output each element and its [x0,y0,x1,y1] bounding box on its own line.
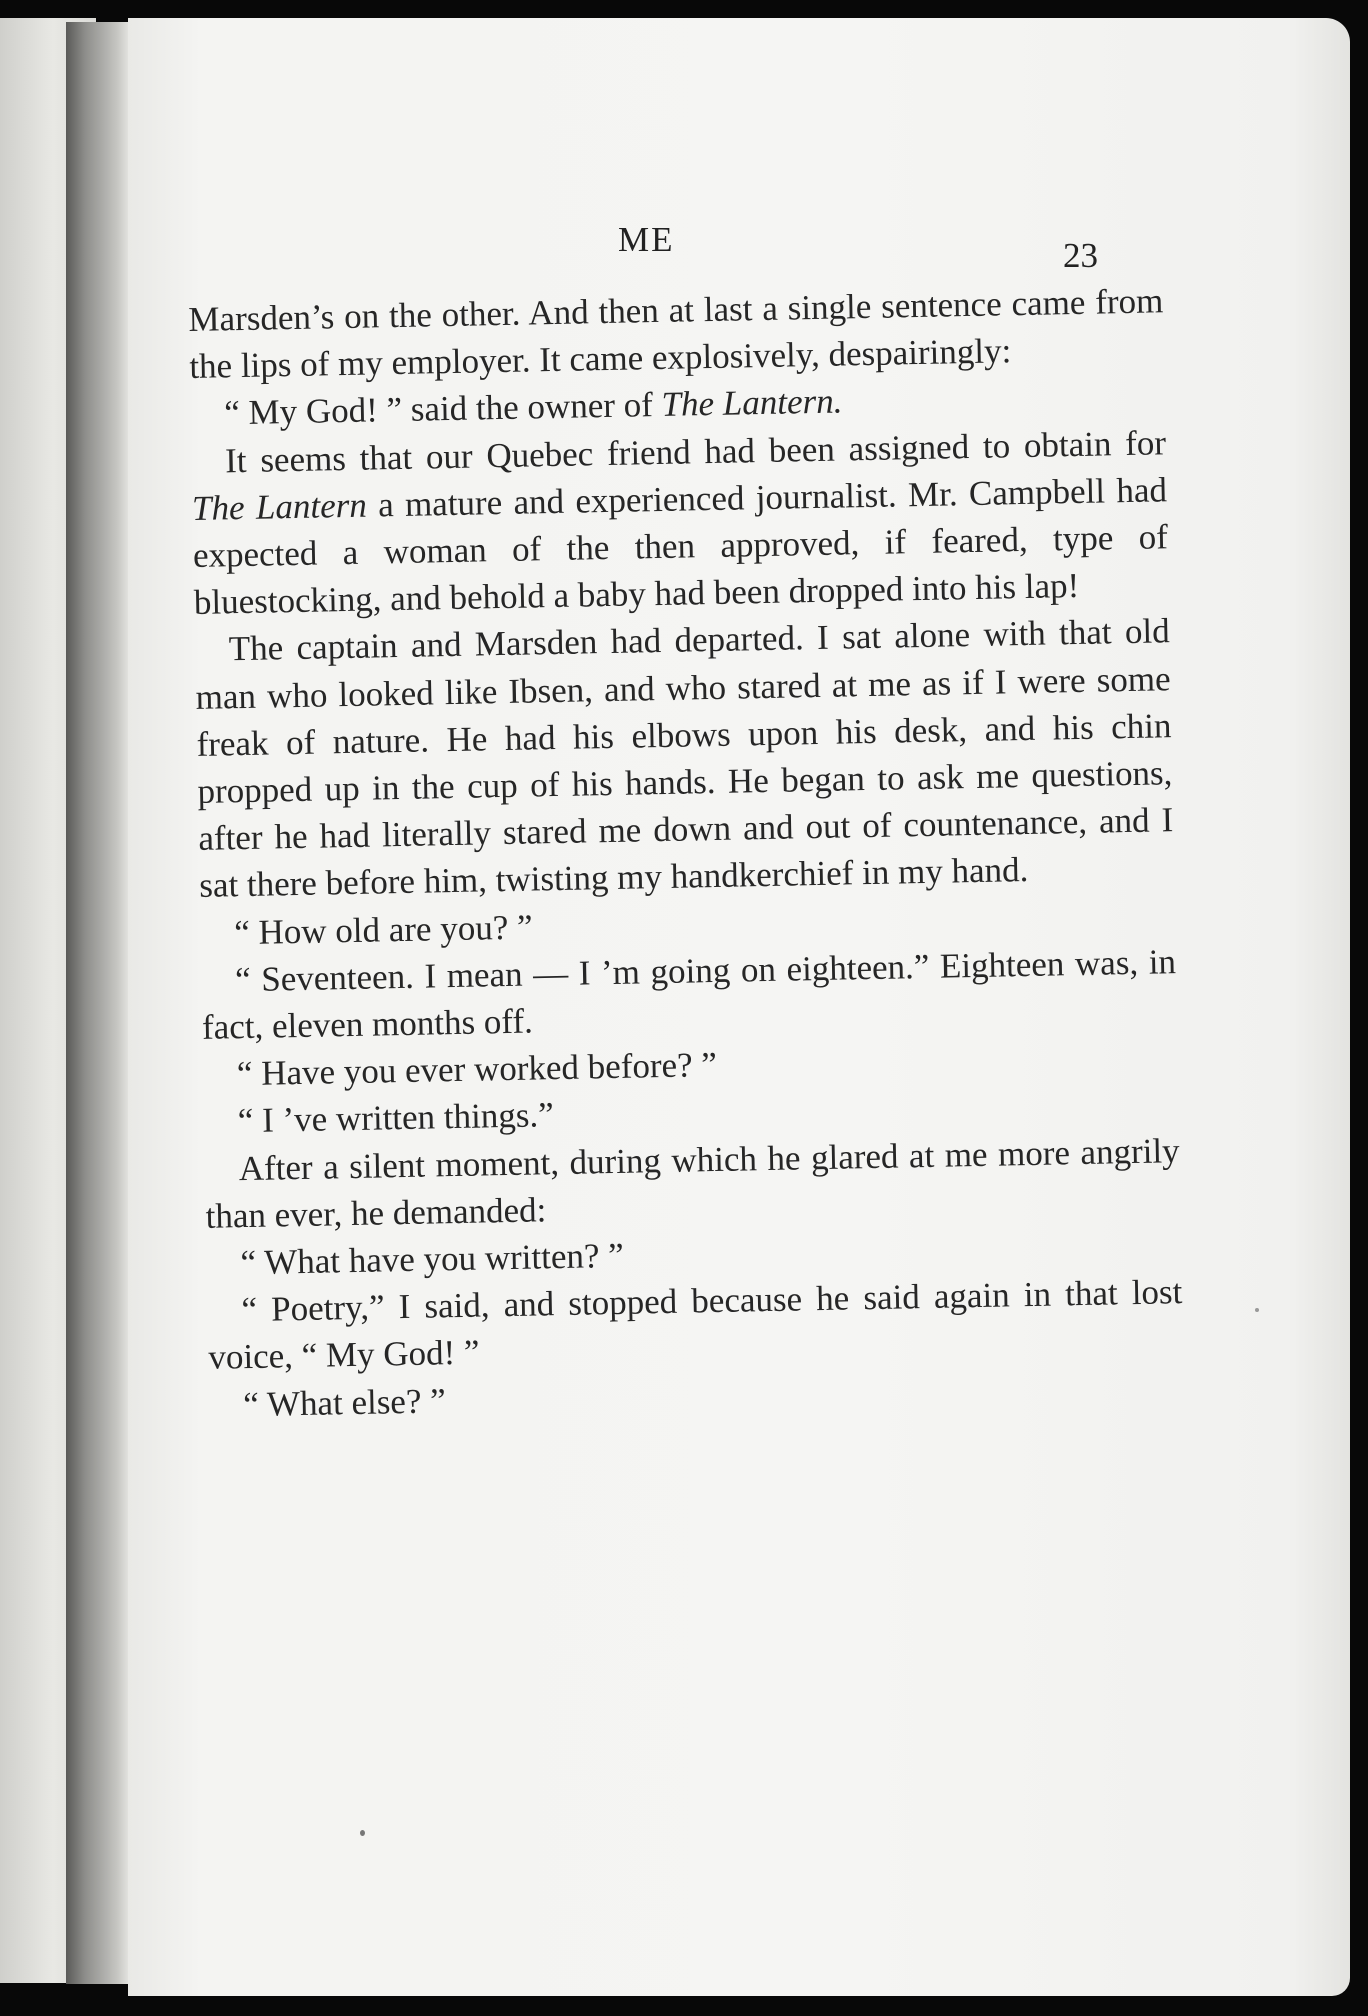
italic-title: The Lantern [191,485,368,528]
book-page [128,18,1350,1996]
paragraph [191,419,1169,626]
text-run: “ Seventeen. I mean — I ’m going on eighteen.” Eighteen was, in fact, eleven months off. [201,942,1177,1047]
paper-speck [360,1830,365,1836]
paragraph [194,608,1174,910]
page-header [128,216,1350,276]
text-run: “ Have you ever worked before? ” [236,1045,718,1094]
body-text [188,277,1185,1428]
paragraph [201,938,1178,1051]
text-run: “ I ’ve written things.” [237,1095,555,1141]
text-run: Marsden’s on the other. And then at last a single sentence came from the lips of my employer. It came explosively, despairingly: [188,281,1164,387]
text-run: “ What have you written? ” [240,1235,625,1283]
text-run: After a silent moment, during which he glared at me more angrily than ever, he demanded: [205,1130,1180,1236]
italic-title: The Lantern. [661,381,843,425]
paragraph [204,1127,1181,1240]
paragraph [188,277,1165,390]
text-run: “ My God! ” said the owner of [223,385,662,433]
book-gutter [66,22,130,1984]
page-number: 23 [1063,236,1098,275]
text-run: It seems that our Quebec friend had been assigned to obtain for [224,422,1167,480]
text-run: “ What else? ” [242,1380,447,1424]
text-run: “ How old are you? ” [233,907,533,952]
paragraph [207,1268,1184,1381]
paper-speck [1255,1308,1259,1312]
text-run: “ Poetry,” I said, and stopped because he said again in that lost voice, “ My God! ” [208,1272,1183,1378]
text-run: a mature and experienced journalist. Mr. Campbell had expected a woman of the then approved, if feared, type of bluestocking, and behold a baby had been dropped into his lap! [192,470,1169,623]
running-head: ME [618,220,675,259]
text-run: The captain and Marsden had departed. I sat alone with that old man who looked like Ibsen, and who stared at me as if I were some freak of nature. He had his elbows upon his desk, and his chin propped up in the cup of his hands. He began to ask me questions, after he had literally stared me down and out of countenance, and I sat there before him, twisting my handkerchief in my hand. [195,611,1174,906]
